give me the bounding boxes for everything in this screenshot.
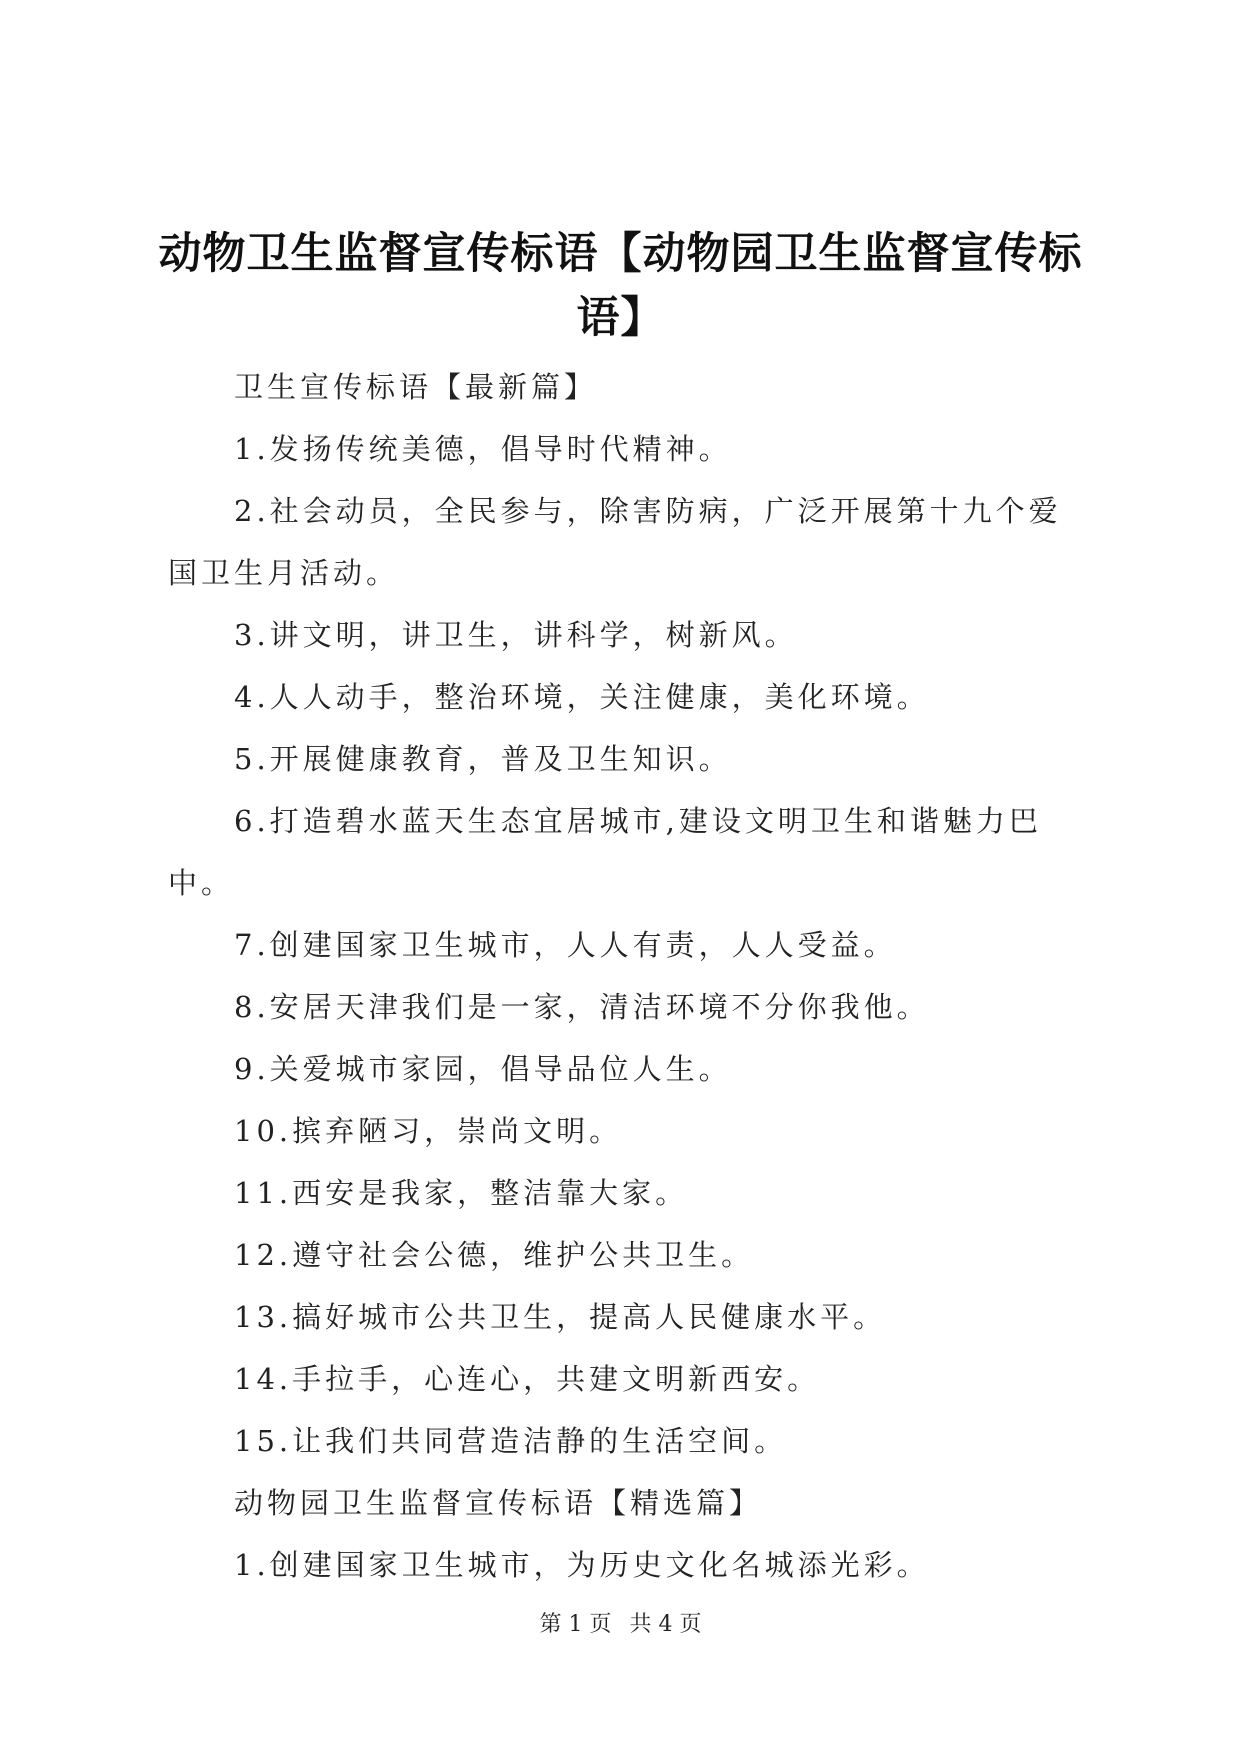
slogan-item: 15.让我们共同营造洁静的生活空间。 bbox=[234, 1424, 788, 1458]
page-number: 第 1 页 bbox=[539, 1612, 612, 1637]
section-heading: 动物园卫生监督宣传标语【精选篇】 bbox=[234, 1486, 763, 1520]
slogan-item: 7.创建国家卫生城市，人人有责，人人受益。 bbox=[234, 928, 897, 962]
slogan-item: 5.开展健康教育，普及卫生知识。 bbox=[234, 742, 732, 776]
slogan-item: 9.关爱城市家园，倡导品位人生。 bbox=[234, 1052, 732, 1086]
page-footer bbox=[0, 1610, 1241, 1640]
slogan-item: 12.遵守社会公德，维护公共卫生。 bbox=[234, 1238, 755, 1272]
section-heading: 卫生宣传标语【最新篇】 bbox=[234, 370, 598, 404]
document-title: 动物卫生监督宣传标语【动物园卫生监督宣传标语】 bbox=[158, 229, 1083, 343]
slogan-item: 13.搞好城市公共卫生，提高人民健康水平。 bbox=[234, 1300, 887, 1334]
slogan-item: 11.西安是我家，整洁靠大家。 bbox=[234, 1176, 689, 1210]
slogan-item: 1.创建国家卫生城市，为历史文化名城添光彩。 bbox=[234, 1548, 930, 1582]
slogan-item: 1.发扬传统美德，倡导时代精神。 bbox=[234, 432, 732, 466]
page-total: 共 4 页 bbox=[629, 1612, 702, 1637]
slogan-item: 10.摈弃陋习，崇尚文明。 bbox=[234, 1114, 623, 1148]
document-body bbox=[168, 356, 1086, 1596]
slogan-item: 6.打造碧水蓝天生态宜居城市,建设文明卫生和谐魅力巴中。 bbox=[168, 804, 1042, 900]
slogan-item: 14.手拉手，心连心，共建文明新西安。 bbox=[234, 1362, 821, 1396]
slogan-item: 8.安居天津我们是一家，清洁环境不分你我他。 bbox=[234, 990, 930, 1024]
slogan-item: 3.讲文明，讲卫生，讲科学，树新风。 bbox=[234, 618, 798, 652]
slogan-item: 2.社会动员，全民参与，除害防病，广泛开展第十九个爱国卫生月活动。 bbox=[168, 494, 1062, 590]
slogan-item: 4.人人动手，整治环境，关注健康，美化环境。 bbox=[234, 680, 930, 714]
